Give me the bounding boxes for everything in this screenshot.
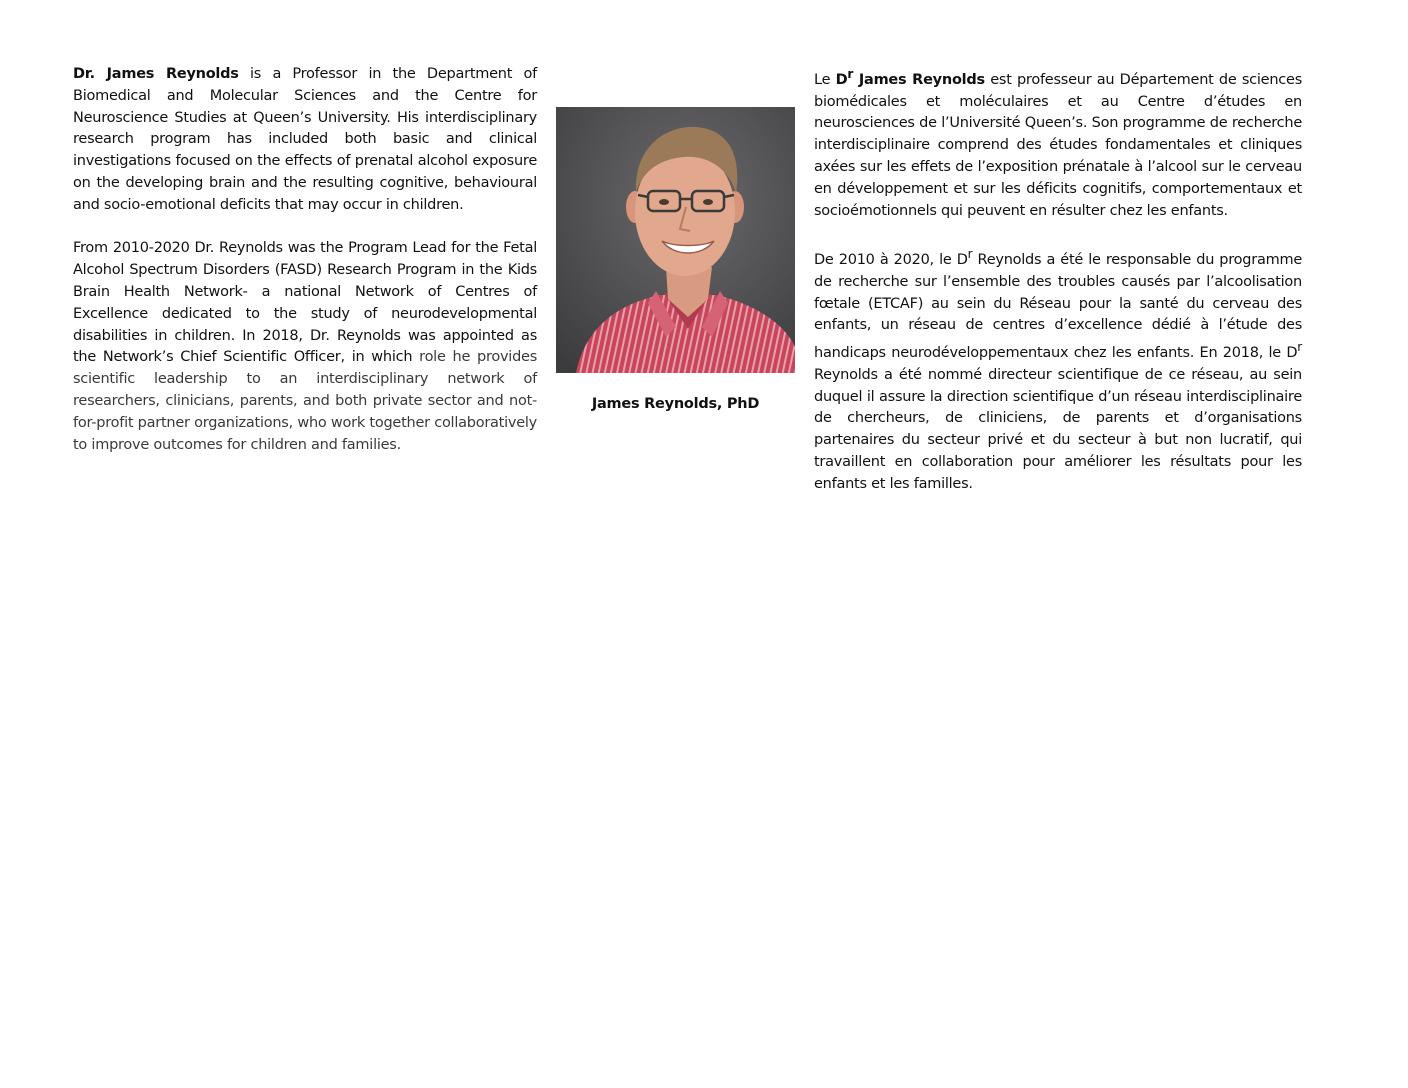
- portrait-illustration: [556, 107, 795, 373]
- english-bio-paragraph-1: [73, 64, 537, 217]
- french-bio: [814, 64, 1302, 517]
- english-bio-text-1: is a Professor in the Department of Biomedical and Molecular Sciences and the Centre for Neuroscience Studies at Queen’s University. His interdisciplinary research program has included both basic and clinical investigations focused on the effects of prenatal alcohol exposure on the developing brain and the resulting cognitive, behavioural and socio-emotional deficits that may occur in children.: [73, 66, 537, 213]
- french-bio-paragraph-2: De 2010 à 2020, le $D^r$ Reynolds a été le responsable du programme de recherche sur l’ensemble des troubles causés par l’alcoolisation fœtale (ETCAF) au sein du Réseau pour la santé du cerveau des enfants, un réseau de centres d’excellence dédié à l’étude des handicaps neurodéveloppementaux chez les enfants. En 2018, le $D^r$ Reynolds a été nommé directeur scientifique de ce réseau, au sein duquel il assure la direction scientifique d’un réseau interdisciplinaire de chercheurs, de cliniciens, de parents et d’organisations partenaires du secteur privé et du secteur à but non lucratif, qui travaillent en collaboration pour améliorer les résultats pour les enfants et les familles.: [814, 247, 1303, 492]
- english-bio-text-2: From 2010-2020 Dr. Reynolds was the Program Lead for the Fetal Alcohol Spectrum Disorders (FASD) Research Program in the Kids Brain Health Network- a national Network of Centres of Excellence dedicated to the study of neurodevelopmental disabilities in children. In 2018, Dr. Reynolds was appointed as the Network’s Chief Scientific Officer, in which: [73, 240, 537, 366]
- english-bio-name: Dr. James Reynolds: [73, 66, 239, 82]
- photo-caption: James Reynolds, PhD: [591, 396, 760, 412]
- english-bio-text-2-soft: role he provides scientific leadership to an interdisciplinary network of researchers, clinicians, parents, and both private sector and not-for-profit partner organizations, who work together collaboratively to improve outcomes for children and families.: [73, 349, 537, 453]
- french-bio-text-1: est professeur au Département de sciences biomédicales et moléculaires et au Centre d’études en neurosciences de l’Université Queen’s. Son programme de recherche interdisciplinaire comprend des études fondamentales et cliniques axées sur les effets de l’exposition prénatale à l’alcool sur le cerveau en développement et sur les déficits cognitifs, comportementaux et socioémotionnels qui peuvent en résulter chez les enfants.: [814, 71, 1302, 219]
- french-bio-name: $D^r$ James Reynolds: [835, 67, 985, 88]
- french-bio-paragraph-1: [814, 64, 1302, 222]
- english-bio: [73, 64, 537, 478]
- portrait-photo: [556, 107, 795, 373]
- english-bio-paragraph-2: [73, 238, 537, 456]
- french-bio-prefix: Le: [814, 71, 836, 88]
